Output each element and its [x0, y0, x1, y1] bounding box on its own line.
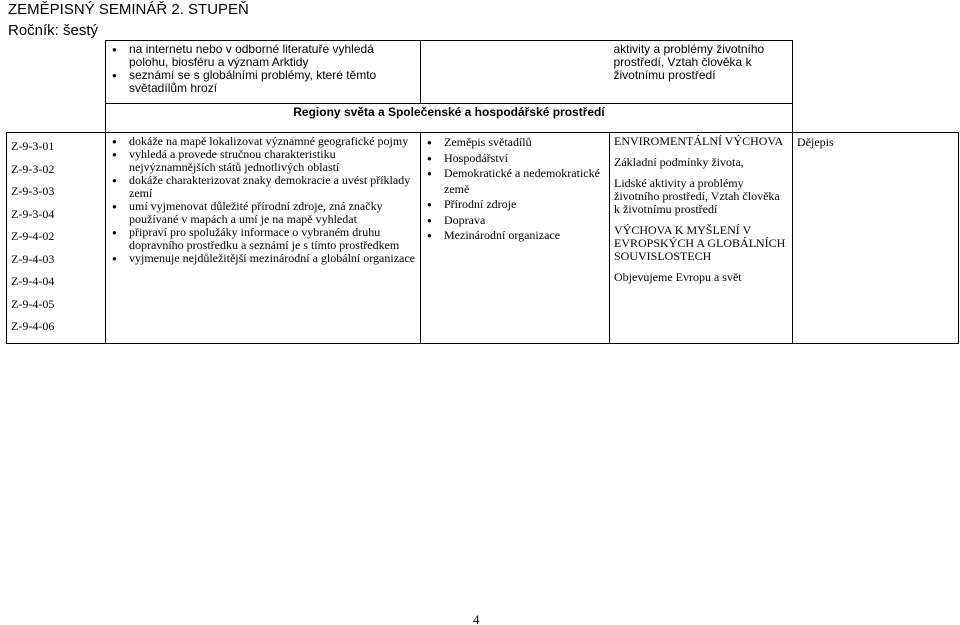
- theme-item: Základní podmínky života,: [614, 155, 744, 169]
- curriculum-table: [6, 40, 959, 344]
- topic-item: ● Zeměpis světadílů: [425, 135, 605, 151]
- code-item: Z-9-4-02: [11, 229, 55, 243]
- continuation-code-cell: [7, 41, 106, 104]
- topics-cell: [421, 133, 610, 344]
- page-number: 4: [473, 612, 480, 625]
- code-item: Z-9-3-04: [11, 206, 55, 221]
- topic-item: ● Přírodní zdroje: [425, 197, 605, 213]
- topic-item: ● Mezinárodní organizace: [425, 228, 605, 244]
- code-item: Z-9-3-01: [11, 139, 55, 153]
- theme-heading: ENVIROMENTÁLNÍ VÝCHOVA: [614, 134, 784, 148]
- relations-cell: Dějepis: [793, 133, 959, 344]
- code-item: Z-9-3-02: [11, 161, 55, 176]
- code-item: Z-9-4-05: [11, 296, 55, 311]
- continuation-output-item: ● na internetu nebo v odborné literatuře vyhledá polohu, biosféru a význam Arktidy: [110, 43, 416, 69]
- code-item: Z-9-4-04: [11, 274, 55, 288]
- continuation-output-item: ● seznámí se s globálními problémy, které těmto světadílům hrozí: [110, 69, 416, 95]
- output-item: ● připraví pro spolužáky informace o vybraném druhu dopravního prostředku a seznámí je s tímto prostředkem: [110, 226, 416, 252]
- continuation-empty-cell: [793, 41, 959, 104]
- code-item: Z-9-3-03: [11, 184, 55, 198]
- code-item: Z-9-4-03: [11, 251, 55, 266]
- output-item: ● umí vyjmenovat důležité přírodní zdroje, zná značky používané v mapách a umí je na mapě vyhledat: [110, 200, 416, 226]
- grade-label: Ročník: šestý: [8, 22, 99, 39]
- section-empty-cell-right: [793, 104, 959, 133]
- output-item: ● vyjmenuje nejdůležitější mezinárodní a globální organizace: [110, 252, 416, 265]
- output-item: ● vyhledá a provede stručnou charakteristiku nejvýznamnějších států jednotlivých oblastí: [110, 148, 416, 174]
- codes-cell: [7, 133, 106, 344]
- output-item: ● dokáže na mapě lokalizovat významné geografické pojmy: [110, 135, 416, 148]
- themes-cell: [610, 133, 793, 344]
- continuation-topics-cell: [421, 41, 610, 104]
- output-item: ● dokáže charakterizovat znaky demokracie a uvést příklady zemí: [110, 174, 416, 200]
- outputs-cell: [106, 133, 421, 344]
- section-title: Regiony světa a Společenské a hospodářské prostředí: [106, 104, 793, 133]
- topic-item: ● Hospodářství: [425, 151, 605, 167]
- section-row: [7, 104, 959, 133]
- continuation-themes-cell: aktivity a problémy životního prostředí, Vztah člověka k životnímu prostředí: [610, 41, 793, 104]
- continuation-outputs-cell: [106, 41, 421, 104]
- section-empty-cell: [7, 104, 106, 133]
- continuation-row: [7, 41, 959, 104]
- topic-item: ● Doprava: [425, 213, 605, 229]
- topic-item: ● Demokratické a nedemokratické země: [425, 166, 605, 197]
- code-item: Z-9-4-06: [11, 319, 55, 333]
- content-row: [7, 133, 959, 344]
- theme-item: Lidské aktivity a problémy životního prostředí, Vztah člověka k životnímu prostředí: [614, 176, 780, 216]
- document-title: ZEMĚPISNÝ SEMINÁŘ 2. STUPEŇ: [8, 1, 249, 18]
- theme-heading: VÝCHOVA K MYŠLENÍ V EVROPSKÝCH A GLOBÁLNÍCH SOUVISLOSTECH: [614, 223, 786, 263]
- theme-item: Objevujeme Evropu a svět: [614, 270, 742, 284]
